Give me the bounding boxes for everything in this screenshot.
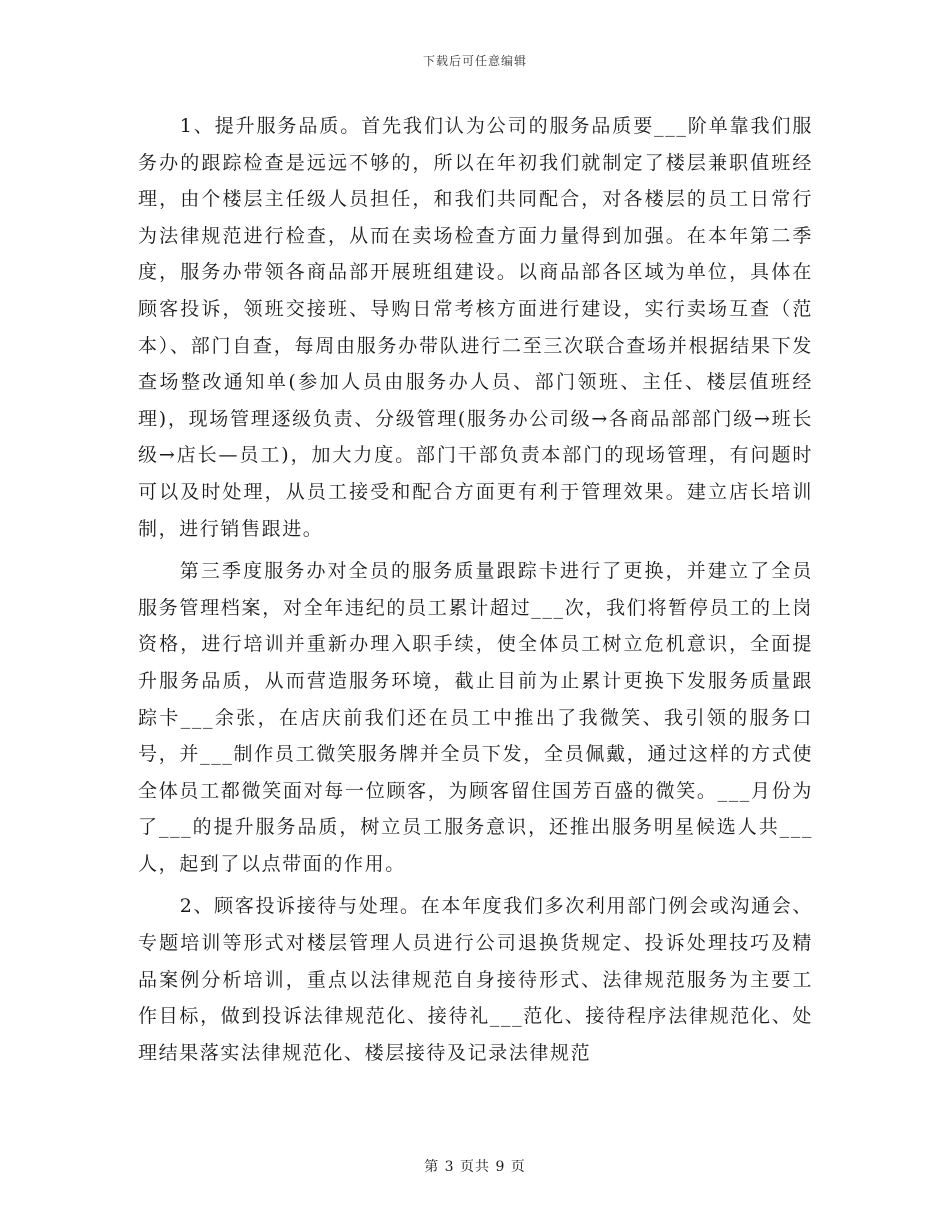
page-number: 第 3 页共 9 页 [424, 1159, 526, 1175]
header-note: 下载后可任意编辑 [422, 54, 527, 68]
paragraph-third-quarter: 第三季度服务办对全员的服务质量跟踪卡进行了更换，并建立了全员服务管理档案，对全年违纪的员工累计超过___次，我们将暂停员工的上岗资格，进行培训并重新办理入职手续，使全体员工树立危机意识，全面提升服务品质，从而营造服务环境，截止目前为止累计更换下发服务质量跟踪卡___余张，在店庆前我们还在员工中推出了我微笑、我引领的服务口号，并___制作员工微笑服务牌并全员下发，全员佩戴，通过这样的方式使全体员工都微笑面对每一位顾客，为顾客留住国芳百盛的微笑。___月份为了___的提升服务品质，树立员工服务意识，还推出服务明星候选人共___人，起到了以点带面的作用。 [138, 560, 813, 875]
document-body [138, 108, 813, 1071]
paragraph-service-quality: 1、提升服务品质。首先我们认为公司的服务品质要___阶单靠我们服务办的跟踪检查是远远不够的，所以在年初我们就制定了楼层兼职值班经理，由个楼层主任级人员担任，和我们共同配合，对各楼层的员工日常行为法律规范进行检查，从而在卖场检查方面力量得到加强。在本年第二季度，服务办带领各商品部开展班组建设。以商品部各区域为单位，具体在顾客投诉，领班交接班、导购日常考核方面进行建设，实行卖场互查（范本）、部门自查，每周由服务办带队进行二至三次联合查场并根据结果下发查场整改通知单(参加人员由服务办人员、部门领班、主任、楼层值班经理)，现场管理逐级负责、分级管理(服务办公司级→各商品部部门级→班长级→店长—员工)，加大力度。部门干部负责本部门的现场管理，有问题时可以及时处理，从员工接受和配合方面更有利于管理效果。建立店长培训制，进行销售跟进。 [138, 115, 813, 540]
paragraph-complaint-handling: 2、顾客投诉接待与处理。在本年度我们多次利用部门例会或沟通会、专题培训等形式对楼层管理人员进行公司退换货规定、投诉处理技巧及精品案例分析培训，重点以法律规范自身接待形式、法律规范服务为主要工作目标，做到投诉法律规范化、接待礼___范化、接待程序法律规范化、处理结果落实法律规范化、楼层接待及记录法律规范 [138, 895, 813, 1064]
